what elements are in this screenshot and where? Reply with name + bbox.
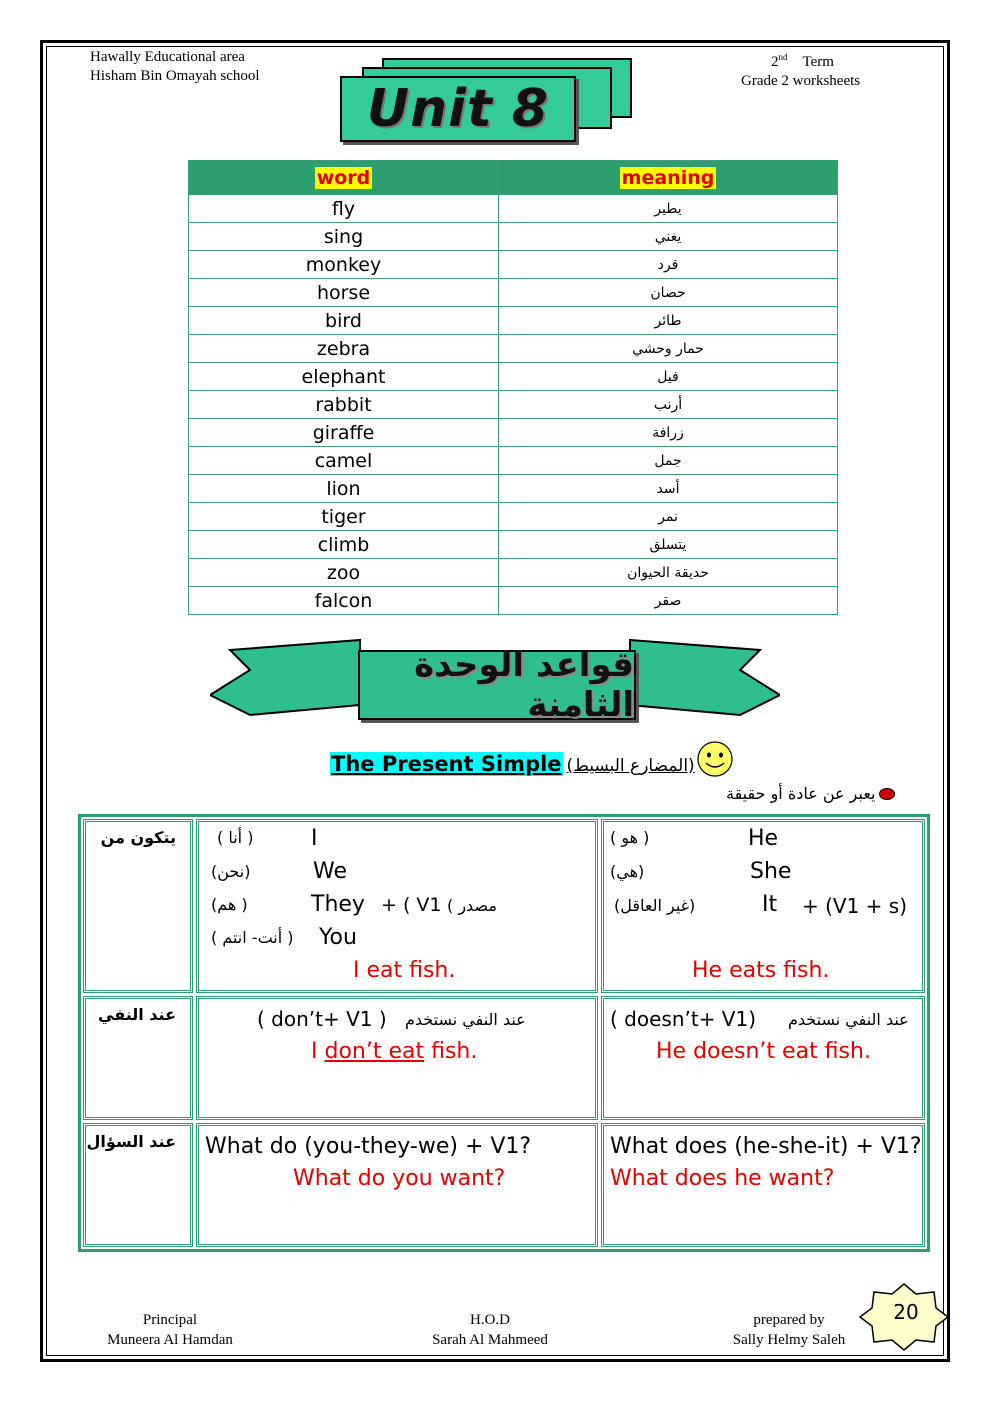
negative-rule-ar: عند النفي نستخدم [405,1010,526,1029]
vocab-word: sing [189,223,499,251]
vocab-meaning: يطير [499,195,838,223]
table-row [189,363,838,391]
vocab-meaning: قرد [499,251,838,279]
table-row [189,279,838,307]
table-row [189,419,838,447]
table-row [189,335,838,363]
table-row [189,559,838,587]
meaning-column-header: meaning [499,161,838,195]
row-label-question: عند السؤال [83,1123,193,1247]
question-rule: What does (he-she-it) + V1? [610,1134,922,1159]
school-header [90,48,260,86]
question-rule: What do (you-they-we) + V1? [205,1134,532,1159]
table-row [189,531,838,559]
bullet-icon [879,788,895,800]
question-cell-plural [196,1123,598,1247]
vocab-word: zebra [189,335,499,363]
pronoun-ar: ( هم) [211,895,248,914]
vocab-word: giraffe [189,419,499,447]
grade-line: Grade 2 worksheets [741,73,861,89]
negative-example: He doesn’t eat fish. [656,1039,871,1064]
vocab-meaning: يغني [499,223,838,251]
table-row [189,391,838,419]
footer-prepared-by: prepared by Sally Helmy Saleh [732,1312,846,1348]
form-cell-plural [196,819,598,993]
school-name: Hisham Bin Omayah school [90,68,260,84]
negative-cell-singular [601,996,925,1120]
vocab-word: camel [189,447,499,475]
negative-example: I don’t eat fish. [311,1039,478,1064]
pronoun-ar: (نحن) [211,862,251,881]
vocab-meaning: نمر [499,503,838,531]
grammar-banner-title: قواعد الوحدة الثامنة [414,645,634,725]
unit-title: Unit 8 [366,79,550,139]
pronoun-en: He [748,826,779,851]
table-row [189,447,838,475]
pronoun-en: You [319,925,357,950]
unit-title-banner [340,76,576,142]
pronoun-ar: ( أنت- انتم ) [211,928,294,947]
vocab-meaning: أرنب [499,391,838,419]
example-sentence: I eat fish. [353,958,456,983]
word-column-header: word [189,161,499,195]
pronoun-en: We [313,859,347,884]
vocab-word: fly [189,195,499,223]
negative-verb-underlined: don’t eat [324,1039,425,1064]
vocab-meaning: فيل [499,363,838,391]
educational-area: Hawally Educational area [90,49,245,65]
usage-text: يعبر عن عادة أو حقيقة [726,784,876,803]
formula: + (V1 + s) [802,894,908,918]
vocab-word: rabbit [189,391,499,419]
table-row [189,307,838,335]
vocab-word: falcon [189,587,499,615]
present-simple-heading [330,752,695,776]
vocab-meaning: أسد [499,475,838,503]
vocab-word: lion [189,475,499,503]
vocab-meaning: صقر [499,587,838,615]
vocab-word: elephant [189,363,499,391]
page-number: 20 [893,1300,919,1324]
vocab-meaning: طائر [499,307,838,335]
vocab-meaning: زرافة [499,419,838,447]
negative-rule-ar: عند النفي نستخدم [788,1010,909,1029]
table-row [189,251,838,279]
vocab-meaning: حمار وحشي [499,335,838,363]
negative-rule: ( doesn’t+ V1) [610,1007,757,1031]
table-row [189,503,838,531]
form-cell-singular [601,819,925,993]
pronoun-en: It [762,892,778,917]
ribbon-left-tail [210,640,360,715]
usage-note [726,784,895,803]
pronoun-ar: (غير العاقل) [614,896,696,915]
vocab-meaning: يتسلق [499,531,838,559]
ribbon-right-tail [630,640,780,715]
masdar-label: مصدر ) [447,896,497,915]
pronoun-ar: ( هو ) [610,828,650,847]
pronoun-ar: ( أنا ) [217,828,254,847]
question-example: What do you want? [293,1166,506,1191]
vocab-header-row [189,161,838,195]
table-row [189,223,838,251]
negative-rule: ( don’t+ V1 ) [257,1007,387,1031]
vocab-word: tiger [189,503,499,531]
vocab-word: zoo [189,559,499,587]
term-line: 2nd Term [771,52,834,70]
grammar-banner [358,645,636,725]
vocab-meaning: جمل [499,447,838,475]
pronoun-ar: (هي) [610,862,645,881]
vocab-meaning: حصان [499,279,838,307]
question-cell-singular [601,1123,925,1247]
table-row [189,587,838,615]
question-example: What does he want? [610,1166,835,1191]
formula: + ( V1 [381,894,442,916]
vocab-meaning: حديقة الحيوان [499,559,838,587]
pronoun-en: She [750,859,792,884]
vocab-word: monkey [189,251,499,279]
table-row [189,195,838,223]
footer-hod: H.O.D Sarah Al Mahmeed [432,1312,548,1348]
row-label-negative: عند النفي [83,996,193,1120]
pronoun-en: They [311,892,365,917]
vocabulary-table [188,160,838,615]
vocab-word: horse [189,279,499,307]
pronoun-en: I [311,826,318,851]
vocab-word: climb [189,531,499,559]
table-row [189,475,838,503]
term-header [741,48,860,91]
smiley-icon [696,740,734,778]
present-simple-title: The Present Simple [331,752,562,776]
present-simple-arabic: (المضارع البسيط) [566,756,695,776]
vocab-word: bird [189,307,499,335]
footer-principal: Principal Muneera Al Hamdan [107,1312,233,1348]
negative-cell-plural [196,996,598,1120]
row-label-form: يتكون من [83,819,193,993]
example-sentence: He eats fish. [692,958,830,983]
